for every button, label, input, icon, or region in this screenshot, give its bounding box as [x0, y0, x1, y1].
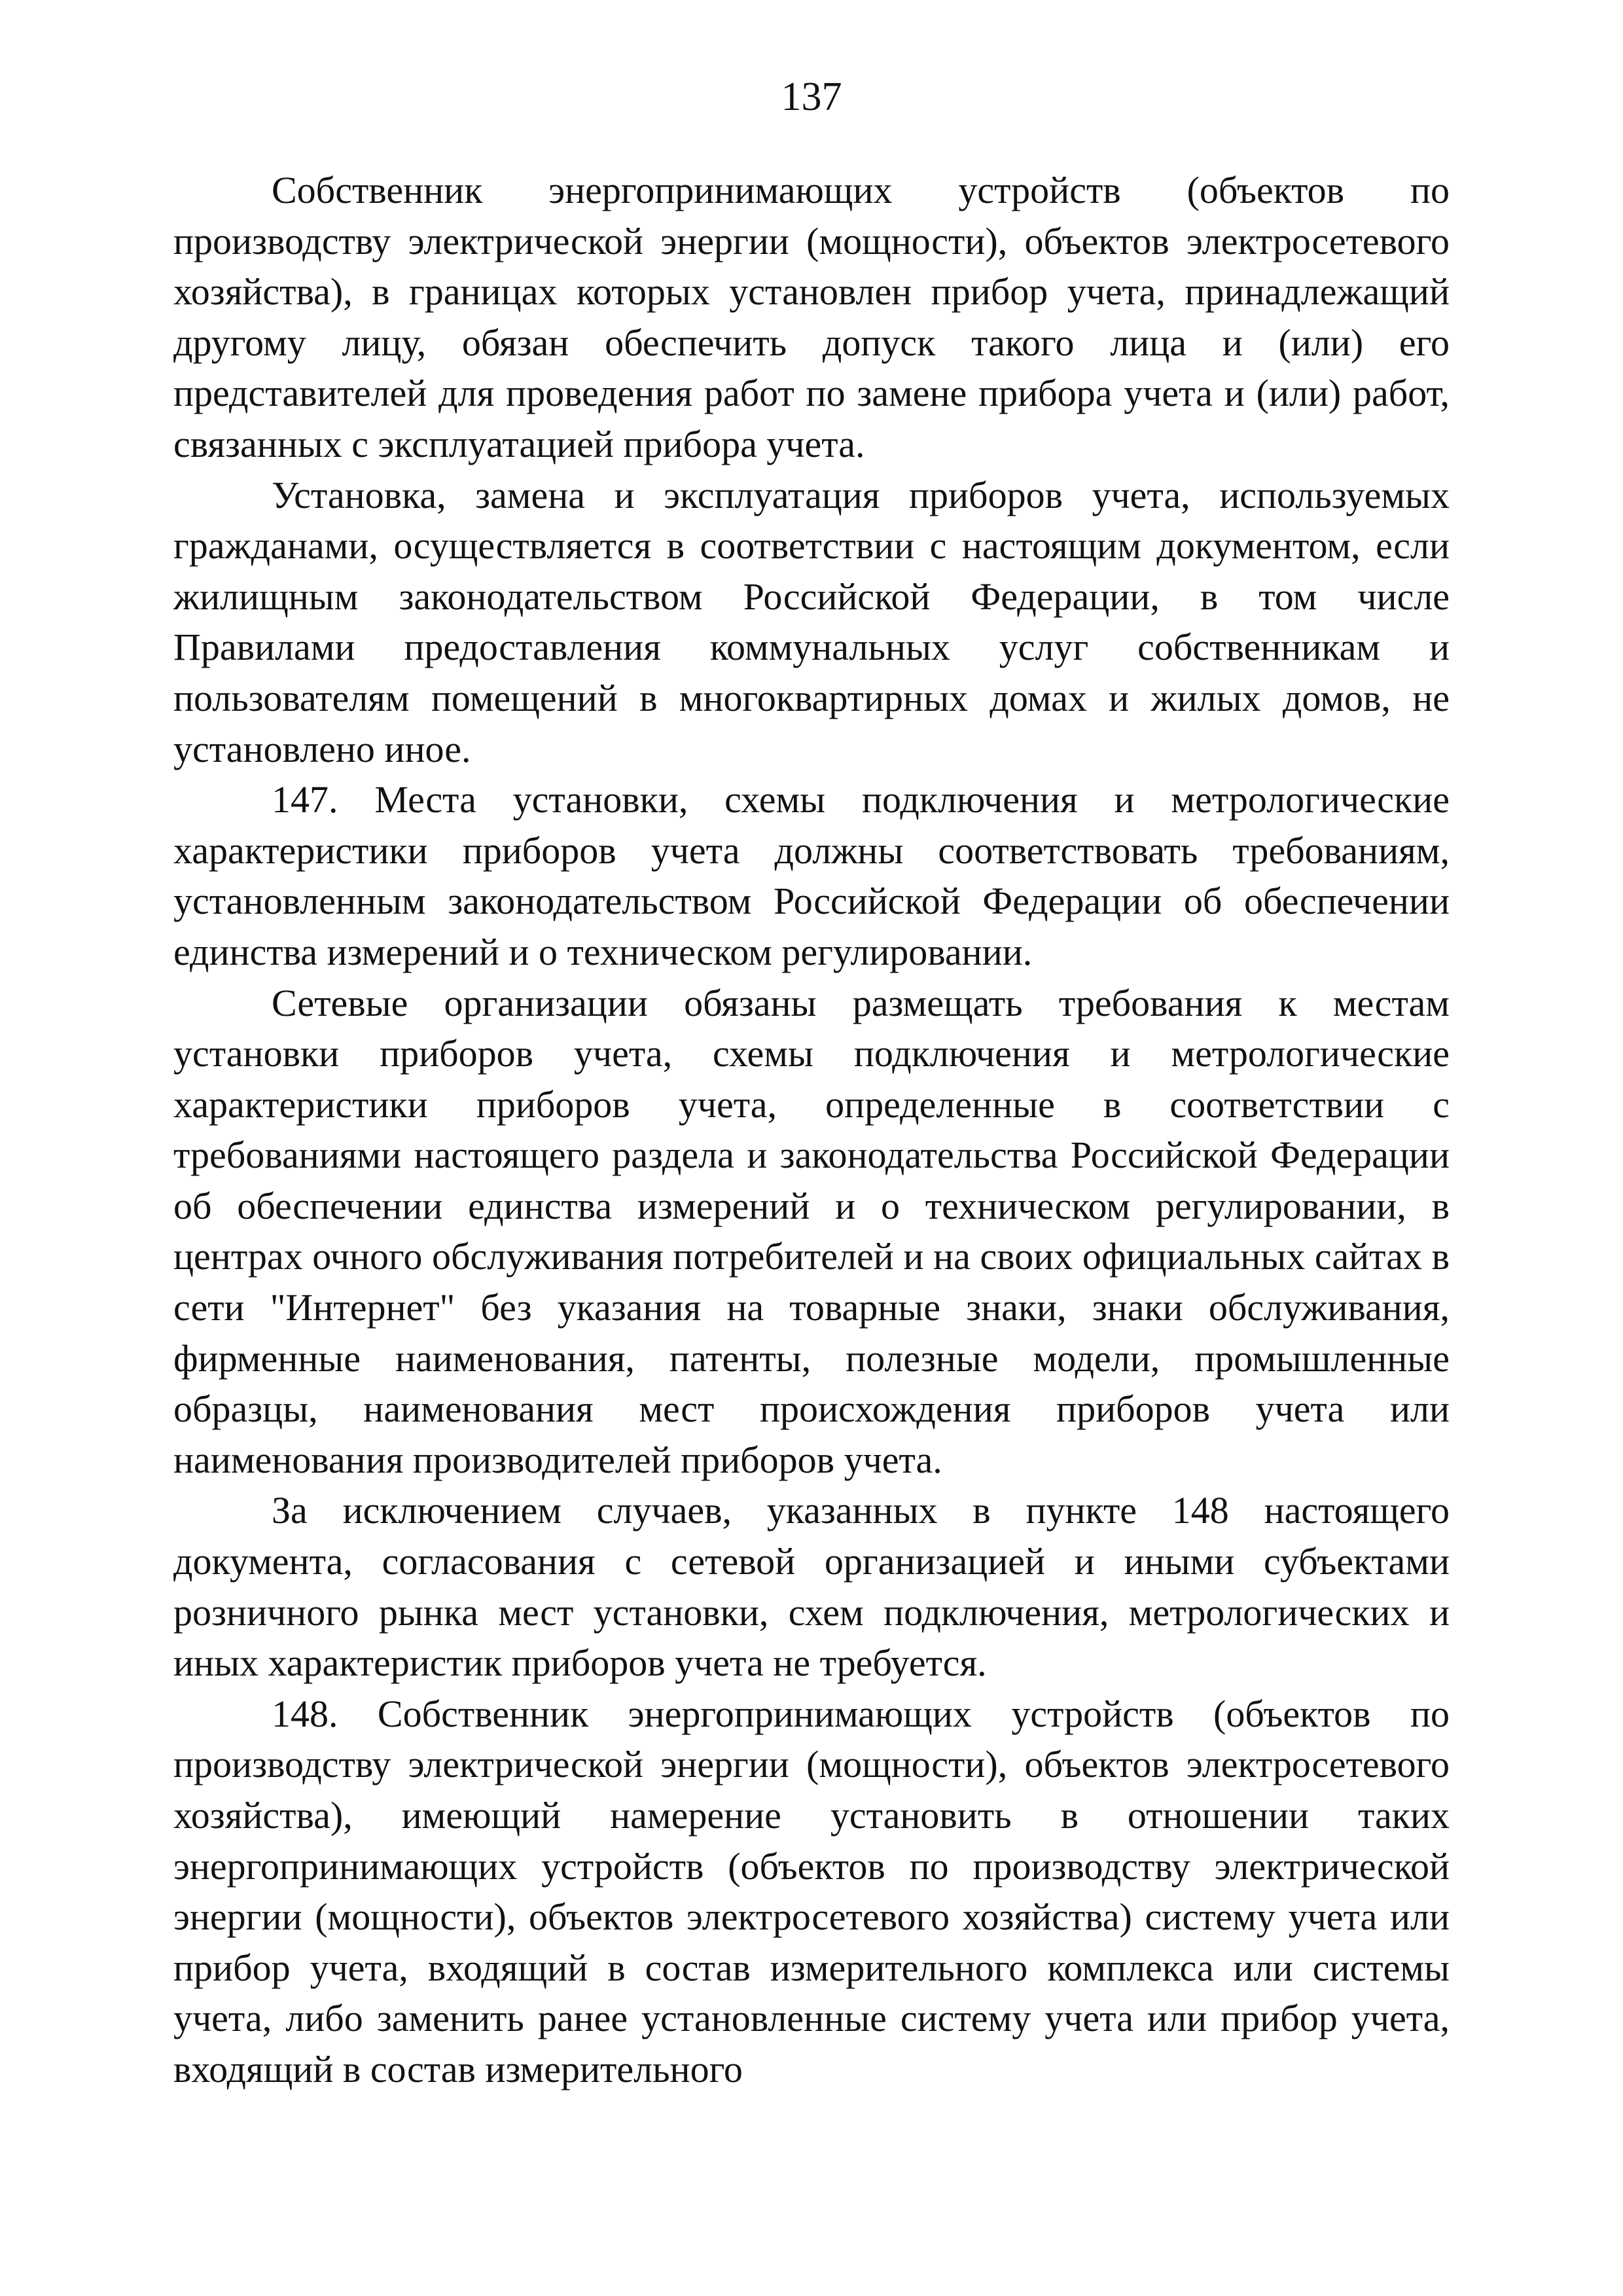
paragraph-citizens-meters: Установка, замена и эксплуатация приборов учета, используемых гражданами, осуществляется в соответствии с настоящим документом, если жилищным законодательством Российской Федерации, в том числе Правилами предоставления коммунальных услуг собственникам и пользователям помещений в многоквартирных домах и жилых домов, не установлено иное. [173, 473, 1450, 770]
paragraph-network-requirements: Сетевые организации обязаны размещать требования к местам установки приборов учета, схемы подключения и метрологические характеристики приборов учета, определенные в соответствии с требованиями настоящего раздела и законодательства Российской Федерации об обеспечении единства измерений и о техническом регулировании, в центрах очного обслуживания потребителей и на своих официальных сайтах в сети "Интернет" без указания на товарные знаки, знаки обслуживания, фирменные наименования, патенты, полезные модели, промышленные образцы, наименования мест происхождения приборов учета или наименования производителей приборов учета. [173, 981, 1450, 1481]
paragraph-no-approval-required: За исключением случаев, указанных в пункте 148 настоящего документа, согласования с сетевой организацией и иными субъектами розничного рынка мест установки, схем подключения, метрологических и иных характеристик приборов учета не требуется. [173, 1489, 1450, 1685]
paragraph-147-installation-places: 147. Места установки, схемы подключения и метрологические характеристики приборов учета должны соответствовать требованиям, установленным законодательством Российской Федерации об обеспечении единства измерений и о техническом регулировании. [173, 778, 1450, 973]
paragraph-owner-access: Собственник энергопринимающих устройств (объектов по производству электрической энергии (мощности), объектов электросетевого хозяйства), в границах которых установлен прибор учета, принадлежащий другому лицу, обязан обеспечить допуск такого лица и (или) его представителей для проведения работ по замене прибора учета и (или) работ, связанных с эксплуатацией прибора учета. [173, 169, 1450, 465]
paragraph-148-owner-intent: 148. Собственник энергопринимающих устройств (объектов по производству электрической энергии (мощности), объектов электросетевого хозяйства), имеющий намерение установить в отношении таких энергопринимающих устройств (объектов по производству электрической энергии (мощности), объектов электросетевого хозяйства) систему учета или прибор учета, входящий в состав измерительного комплекса или системы учета, либо заменить ранее установленные систему учета или прибор учета, входящий в состав измерительного [173, 1692, 1450, 2090]
document-body [173, 165, 1450, 2095]
page-number: 137 [781, 75, 842, 119]
